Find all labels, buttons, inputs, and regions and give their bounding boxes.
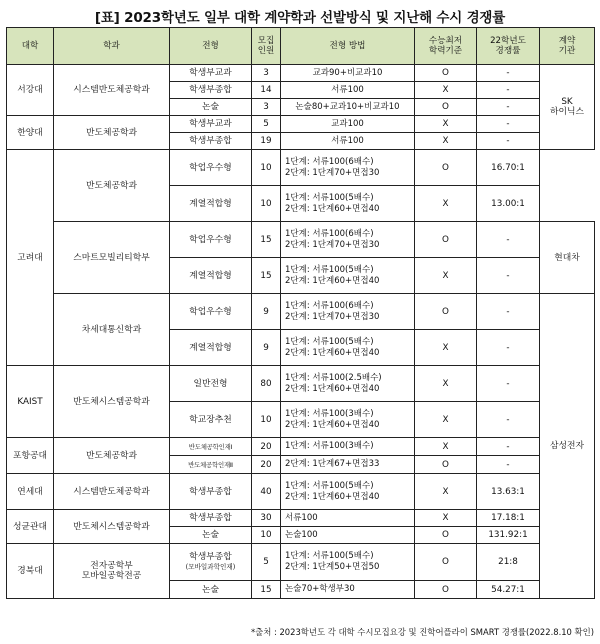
rate-cell: -: [477, 366, 540, 402]
quota-cell: 3: [252, 65, 281, 82]
min-cell: X: [415, 438, 477, 456]
quota-cell: 15: [252, 222, 281, 258]
min-cell: X: [415, 258, 477, 294]
header-min: [415, 28, 477, 65]
dept-cell: 시스템반도체공학과: [54, 474, 170, 510]
quota-cell: 9: [252, 294, 281, 330]
type-cell: 학생부종합: [170, 510, 252, 527]
header-rate: [477, 28, 540, 65]
univ-cell: KAIST: [7, 366, 54, 438]
header-quota-line1: 모집: [257, 36, 275, 46]
min-cell: O: [415, 527, 477, 544]
univ-cell: 경북대: [7, 544, 54, 599]
rate-cell: -: [477, 438, 540, 456]
header-quota: [252, 28, 281, 65]
min-cell: O: [415, 581, 477, 599]
source-footnote: *출처 : 2023학년도 각 대학 수시모집요강 및 진학어플라이 SMART 경쟁률(2022.8.10 확인): [250, 627, 594, 637]
type-cell: 논술: [170, 581, 252, 599]
table-row: [7, 65, 595, 82]
quota-cell: 20: [252, 438, 281, 456]
dept-cell: 반도체시스템공학과: [54, 510, 170, 544]
dept-cell: [54, 544, 170, 599]
inst-cell: 삼성전자: [540, 294, 595, 599]
method-line1: 1단계: 서류100(5배수): [285, 551, 374, 561]
method-cell: 서류100: [281, 82, 415, 99]
quota-cell: 5: [252, 544, 281, 581]
method-cell: 서류100: [281, 510, 415, 527]
method-cell: [281, 474, 415, 510]
min-cell: O: [415, 99, 477, 116]
univ-cell: 한양대: [7, 116, 54, 150]
header-inst-line2: 기관: [558, 46, 576, 56]
min-cell: O: [415, 544, 477, 581]
quota-cell: 14: [252, 82, 281, 99]
type-cell: 학생부종합: [170, 133, 252, 150]
method-line1: 1단계: 서류100(3배수): [285, 408, 374, 419]
rate-cell: 13.00:1: [477, 186, 540, 222]
type-cell: 논술: [170, 99, 252, 116]
min-cell: X: [415, 82, 477, 99]
min-cell: O: [415, 150, 477, 186]
type-cell: 학생부종합: [170, 474, 252, 510]
inst-cell: 현대차: [540, 222, 595, 294]
type-line2: (모바일과학인재): [185, 563, 236, 571]
method-cell: [281, 330, 415, 366]
rate-cell: 17.18:1: [477, 510, 540, 527]
quota-cell: 10: [252, 150, 281, 186]
rate-cell: 21:8: [477, 544, 540, 581]
univ-cell: 고려대: [7, 150, 54, 366]
method-cell: [281, 186, 415, 222]
min-cell: O: [415, 456, 477, 474]
quota-cell: 30: [252, 510, 281, 527]
table-row: [7, 366, 595, 402]
type-cell: 학업우수형: [170, 294, 252, 330]
rate-cell: -: [477, 294, 540, 330]
header-rate-line2: 경쟁률: [495, 46, 521, 56]
method-cell: 교과90+비교과10: [281, 65, 415, 82]
type-cell: 계열적합형: [170, 330, 252, 366]
method-line2: 2단계: 1단계60+면접40: [285, 275, 380, 286]
rate-cell: -: [477, 222, 540, 258]
method-cell: 2단계: 1단계67+면접33: [281, 456, 415, 474]
rate-cell: 13.63:1: [477, 474, 540, 510]
header-rate-line1: 22학년도: [490, 36, 526, 46]
rate-cell: -: [477, 82, 540, 99]
table-row: [7, 510, 595, 527]
method-line1: 1단계: 서류100(2.5배수): [285, 372, 382, 383]
header-min-line1: 수능최저: [428, 36, 463, 46]
quota-cell: 10: [252, 186, 281, 222]
rate-cell: 16.70:1: [477, 150, 540, 186]
method-line1: 1단계: 서류100(5배수): [285, 192, 374, 203]
method-cell: 논술80+교과10+비교과10: [281, 99, 415, 116]
type-cell: 계열적합형: [170, 258, 252, 294]
method-line1: 1단계: 서류100(5배수): [285, 264, 374, 275]
method-cell: [281, 150, 415, 186]
min-cell: X: [415, 366, 477, 402]
dept-cell: 반도체공학과: [54, 438, 170, 474]
type-cell: 학업우수형: [170, 222, 252, 258]
method-line2: 2단계: 1단계70+면접30: [285, 167, 380, 178]
admissions-table-wrapper: [6, 27, 595, 599]
method-cell: 서류100: [281, 133, 415, 150]
min-cell: X: [415, 402, 477, 438]
quota-cell: 9: [252, 330, 281, 366]
univ-cell: 성균관대: [7, 510, 54, 544]
method-line2: 2단계: 1단계70+면접30: [285, 239, 380, 250]
method-line1: 1단계: 서류100(6배수): [285, 300, 374, 311]
min-cell: X: [415, 474, 477, 510]
method-line2: 2단계: 1단계60+면접40: [285, 419, 380, 430]
header-inst-line1: 계약: [558, 36, 576, 46]
quota-cell: 15: [252, 258, 281, 294]
rate-cell: 131.92:1: [477, 527, 540, 544]
header-inst: [540, 28, 595, 65]
min-cell: X: [415, 510, 477, 527]
quota-cell: 5: [252, 116, 281, 133]
method-line2: 2단계: 1단계50+면접50: [285, 562, 380, 572]
rate-cell: -: [477, 99, 540, 116]
method-cell: [281, 544, 415, 581]
quota-cell: 80: [252, 366, 281, 402]
dept-cell: 시스템반도체공학과: [54, 65, 170, 116]
min-cell: X: [415, 186, 477, 222]
method-cell: 1단계: 서류100(3배수): [281, 438, 415, 456]
dept-cell: 스마트모빌리티학부: [54, 222, 170, 294]
method-cell: [281, 294, 415, 330]
table-row: [7, 438, 595, 456]
header-univ: 대학: [7, 28, 54, 65]
header-dept: 학과: [54, 28, 170, 65]
inst-sk-line2: 하이닉스: [550, 107, 584, 117]
min-cell: X: [415, 330, 477, 366]
method-cell: [281, 366, 415, 402]
type-cell: 학생부교과: [170, 65, 252, 82]
type-cell: 학생부종합: [170, 82, 252, 99]
method-cell: 교과100: [281, 116, 415, 133]
method-line1: 1단계: 서류100(5배수): [285, 336, 374, 347]
type-cell: 계열적합형: [170, 186, 252, 222]
type-cell: 학생부교과: [170, 116, 252, 133]
method-cell: [281, 402, 415, 438]
method-cell: [281, 222, 415, 258]
inst-sk-line1: SK: [561, 97, 573, 107]
univ-cell: 연세대: [7, 474, 54, 510]
type-cell: 논술: [170, 527, 252, 544]
quota-cell: 40: [252, 474, 281, 510]
method-line2: 2단계: 1단계70+면접30: [285, 311, 380, 322]
dept-knu-line1: 전자공학부: [90, 561, 133, 571]
type-cell: 학업우수형: [170, 150, 252, 186]
table-row: [7, 116, 595, 133]
rate-cell: -: [477, 456, 540, 474]
quota-cell: 15: [252, 581, 281, 599]
dept-cell: 차세대통신학과: [54, 294, 170, 366]
dept-knu-line2: 모바일공학전공: [81, 571, 142, 581]
type-cell: [170, 544, 252, 581]
quota-cell: 3: [252, 99, 281, 116]
method-cell: [281, 258, 415, 294]
method-line1: 1단계: 서류100(6배수): [285, 156, 374, 167]
rate-cell: 54.27:1: [477, 581, 540, 599]
header-min-line2: 학력기준: [428, 46, 463, 56]
inst-cell: [540, 65, 595, 150]
dept-cell: 반도체공학과: [54, 116, 170, 150]
rate-cell: -: [477, 116, 540, 133]
table-title: [표] 2023학년도 일부 대학 계약학과 선발방식 및 지난해 수시 경쟁률: [94, 10, 506, 26]
quota-cell: 19: [252, 133, 281, 150]
method-line2: 2단계: 1단계60+면접40: [285, 491, 380, 502]
min-cell: O: [415, 294, 477, 330]
quota-cell: 20: [252, 456, 281, 474]
min-cell: X: [415, 116, 477, 133]
type-cell: 학교장추천: [170, 402, 252, 438]
min-cell: O: [415, 65, 477, 82]
rate-cell: -: [477, 133, 540, 150]
type-cell: 반도체공학인재Ⅰ: [170, 438, 252, 456]
table-row: [7, 150, 595, 186]
type-cell: 일반전형: [170, 366, 252, 402]
type-cell: 반도체공학인재Ⅱ: [170, 456, 252, 474]
univ-cell: 서강대: [7, 65, 54, 116]
method-line2: 2단계: 1단계60+면접40: [285, 203, 380, 214]
univ-cell: 포항공대: [7, 438, 54, 474]
header-type: 전형: [170, 28, 252, 65]
admissions-table: [6, 27, 595, 599]
rate-cell: -: [477, 330, 540, 366]
table-row: [7, 544, 595, 581]
header-row: [7, 28, 595, 65]
rate-cell: -: [477, 258, 540, 294]
rate-cell: -: [477, 402, 540, 438]
dept-cell: 반도체공학과: [54, 150, 170, 222]
method-cell: 논술100: [281, 527, 415, 544]
header-quota-line2: 인원: [257, 46, 275, 56]
quota-cell: 10: [252, 402, 281, 438]
rate-cell: -: [477, 65, 540, 82]
dept-cell: 반도체시스템공학과: [54, 366, 170, 438]
method-line2: 2단계: 1단계60+면접40: [285, 383, 380, 394]
min-cell: X: [415, 133, 477, 150]
quota-cell: 10: [252, 527, 281, 544]
header-method: 전형 방법: [281, 28, 415, 65]
min-cell: O: [415, 222, 477, 258]
table-row: [7, 222, 595, 258]
method-cell: 논술70+학생부30: [281, 581, 415, 599]
type-line1: 학생부종합: [189, 552, 232, 562]
method-line2: 2단계: 1단계60+면접40: [285, 347, 380, 358]
method-line1: 1단계: 서류100(5배수): [285, 480, 374, 491]
table-row: [7, 474, 595, 510]
method-line1: 1단계: 서류100(6배수): [285, 228, 374, 239]
table-row: [7, 294, 595, 330]
